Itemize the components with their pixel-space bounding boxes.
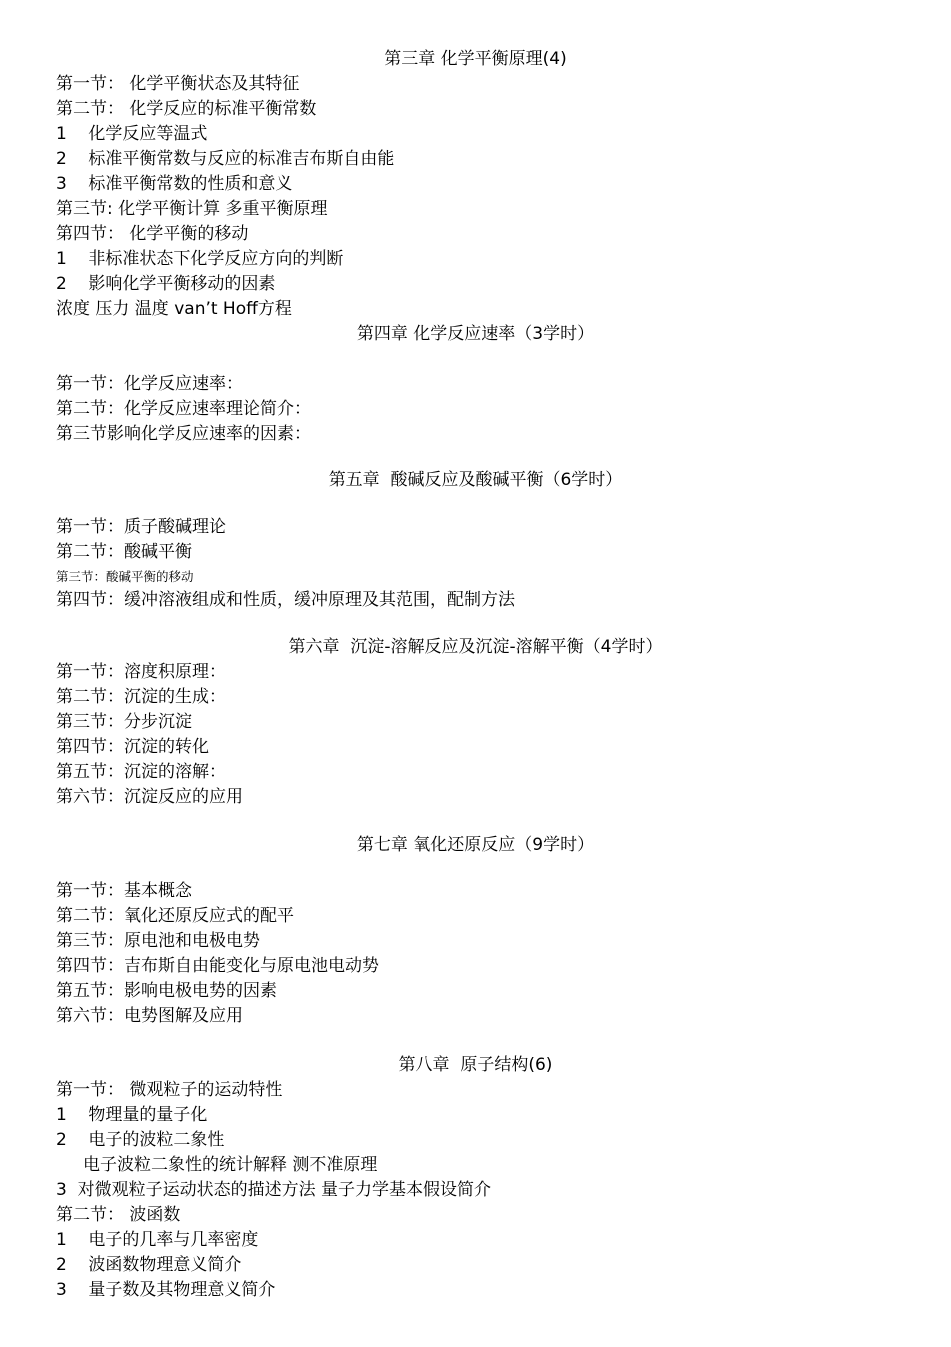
chapter-7-line: 第四节：吉布斯自由能变化与原电池电动势	[56, 956, 379, 976]
chapter-6-line: 第五节：沉淀的溶解：	[56, 762, 226, 782]
chapter-8-line: 2 波函数物理意义简介	[56, 1255, 242, 1275]
chapter-3-line: 第一节： 化学平衡状态及其特征	[56, 74, 300, 94]
chapter-3-line: 第三节: 化学平衡计算 多重平衡原理	[56, 199, 328, 219]
chapter-5-line: 第四节：缓冲溶液组成和性质，缓冲原理及其范围，配制方法	[56, 590, 515, 610]
chapter-3-line: 1 非标准状态下化学反应方向的判断	[56, 249, 344, 269]
chapter-6-line: 第三节：分步沉淀	[56, 712, 192, 732]
chapter-6-title: 第六章 沉淀-溶解反应及沉淀-溶解平衡（4学时）	[288, 637, 663, 657]
chapter-7-line: 第一节：基本概念	[56, 881, 192, 901]
chapter-7-title: 第七章 氧化还原反应（9学时）	[356, 835, 595, 855]
chapter-6-line: 第二节：沉淀的生成：	[56, 687, 226, 707]
chapter-8-line: 第二节： 波函数	[56, 1205, 181, 1225]
chapter-8-line: 2 电子的波粒二象性	[56, 1130, 225, 1150]
chapter-5-line: 第二节：酸碱平衡	[56, 542, 192, 562]
chapter-3-line: 3 标准平衡常数的性质和意义	[56, 174, 293, 194]
chapter-8-line: 1 物理量的量子化	[56, 1105, 208, 1125]
chapter-8-line: 1 电子的几率与几率密度	[56, 1230, 259, 1250]
chapter-8-line: 3 量子数及其物理意义简介	[56, 1280, 276, 1300]
chapter-4-line: 第一节：化学反应速率：	[56, 374, 243, 394]
chapter-5-line: 第三节：酸碱平衡的移动	[56, 569, 194, 584]
chapter-4-title: 第四章 化学反应速率（3学时）	[356, 324, 595, 344]
chapter-7-line: 第二节：氧化还原反应式的配平	[56, 906, 294, 926]
chapter-8-line: 电子波粒二象性的统计解释 测不准原理	[56, 1155, 378, 1175]
chapter-8-title: 第八章 原子结构(6)	[398, 1055, 553, 1075]
chapter-3-line: 1 化学反应等温式	[56, 124, 208, 144]
chapter-3-line: 第二节： 化学反应的标准平衡常数	[56, 99, 317, 119]
chapter-7-line: 第三节：原电池和电极电势	[56, 931, 260, 951]
chapter-5-line: 第一节：质子酸碱理论	[56, 517, 226, 537]
chapter-3-line: 第四节： 化学平衡的移动	[56, 224, 249, 244]
chapter-6-line: 第六节：沉淀反应的应用	[56, 787, 243, 807]
chapter-5-title: 第五章 酸碱反应及酸碱平衡（6学时）	[328, 470, 623, 490]
chapter-3-line: 2 标准平衡常数与反应的标准吉布斯自由能	[56, 149, 395, 169]
chapter-3-line: 2 影响化学平衡移动的因素	[56, 274, 276, 294]
chapter-7-line: 第五节：影响电极电势的因素	[56, 981, 277, 1001]
chapter-4-line: 第三节影响化学反应速率的因素：	[56, 424, 311, 444]
chapter-8-line: 3 对微观粒子运动状态的描述方法 量子力学基本假设简介	[56, 1180, 492, 1200]
chapter-3-line: 浓度 压力 温度 van’t Hoff方程	[56, 299, 292, 319]
chapter-3-title: 第三章 化学平衡原理(4)	[384, 49, 567, 69]
chapter-6-line: 第四节：沉淀的转化	[56, 737, 209, 757]
chapter-7-line: 第六节：电势图解及应用	[56, 1006, 243, 1026]
chapter-8-line: 第一节： 微观粒子的运动特性	[56, 1080, 283, 1100]
chapter-4-line: 第二节：化学反应速率理论简介：	[56, 399, 311, 419]
chapter-6-line: 第一节：溶度积原理：	[56, 662, 226, 682]
